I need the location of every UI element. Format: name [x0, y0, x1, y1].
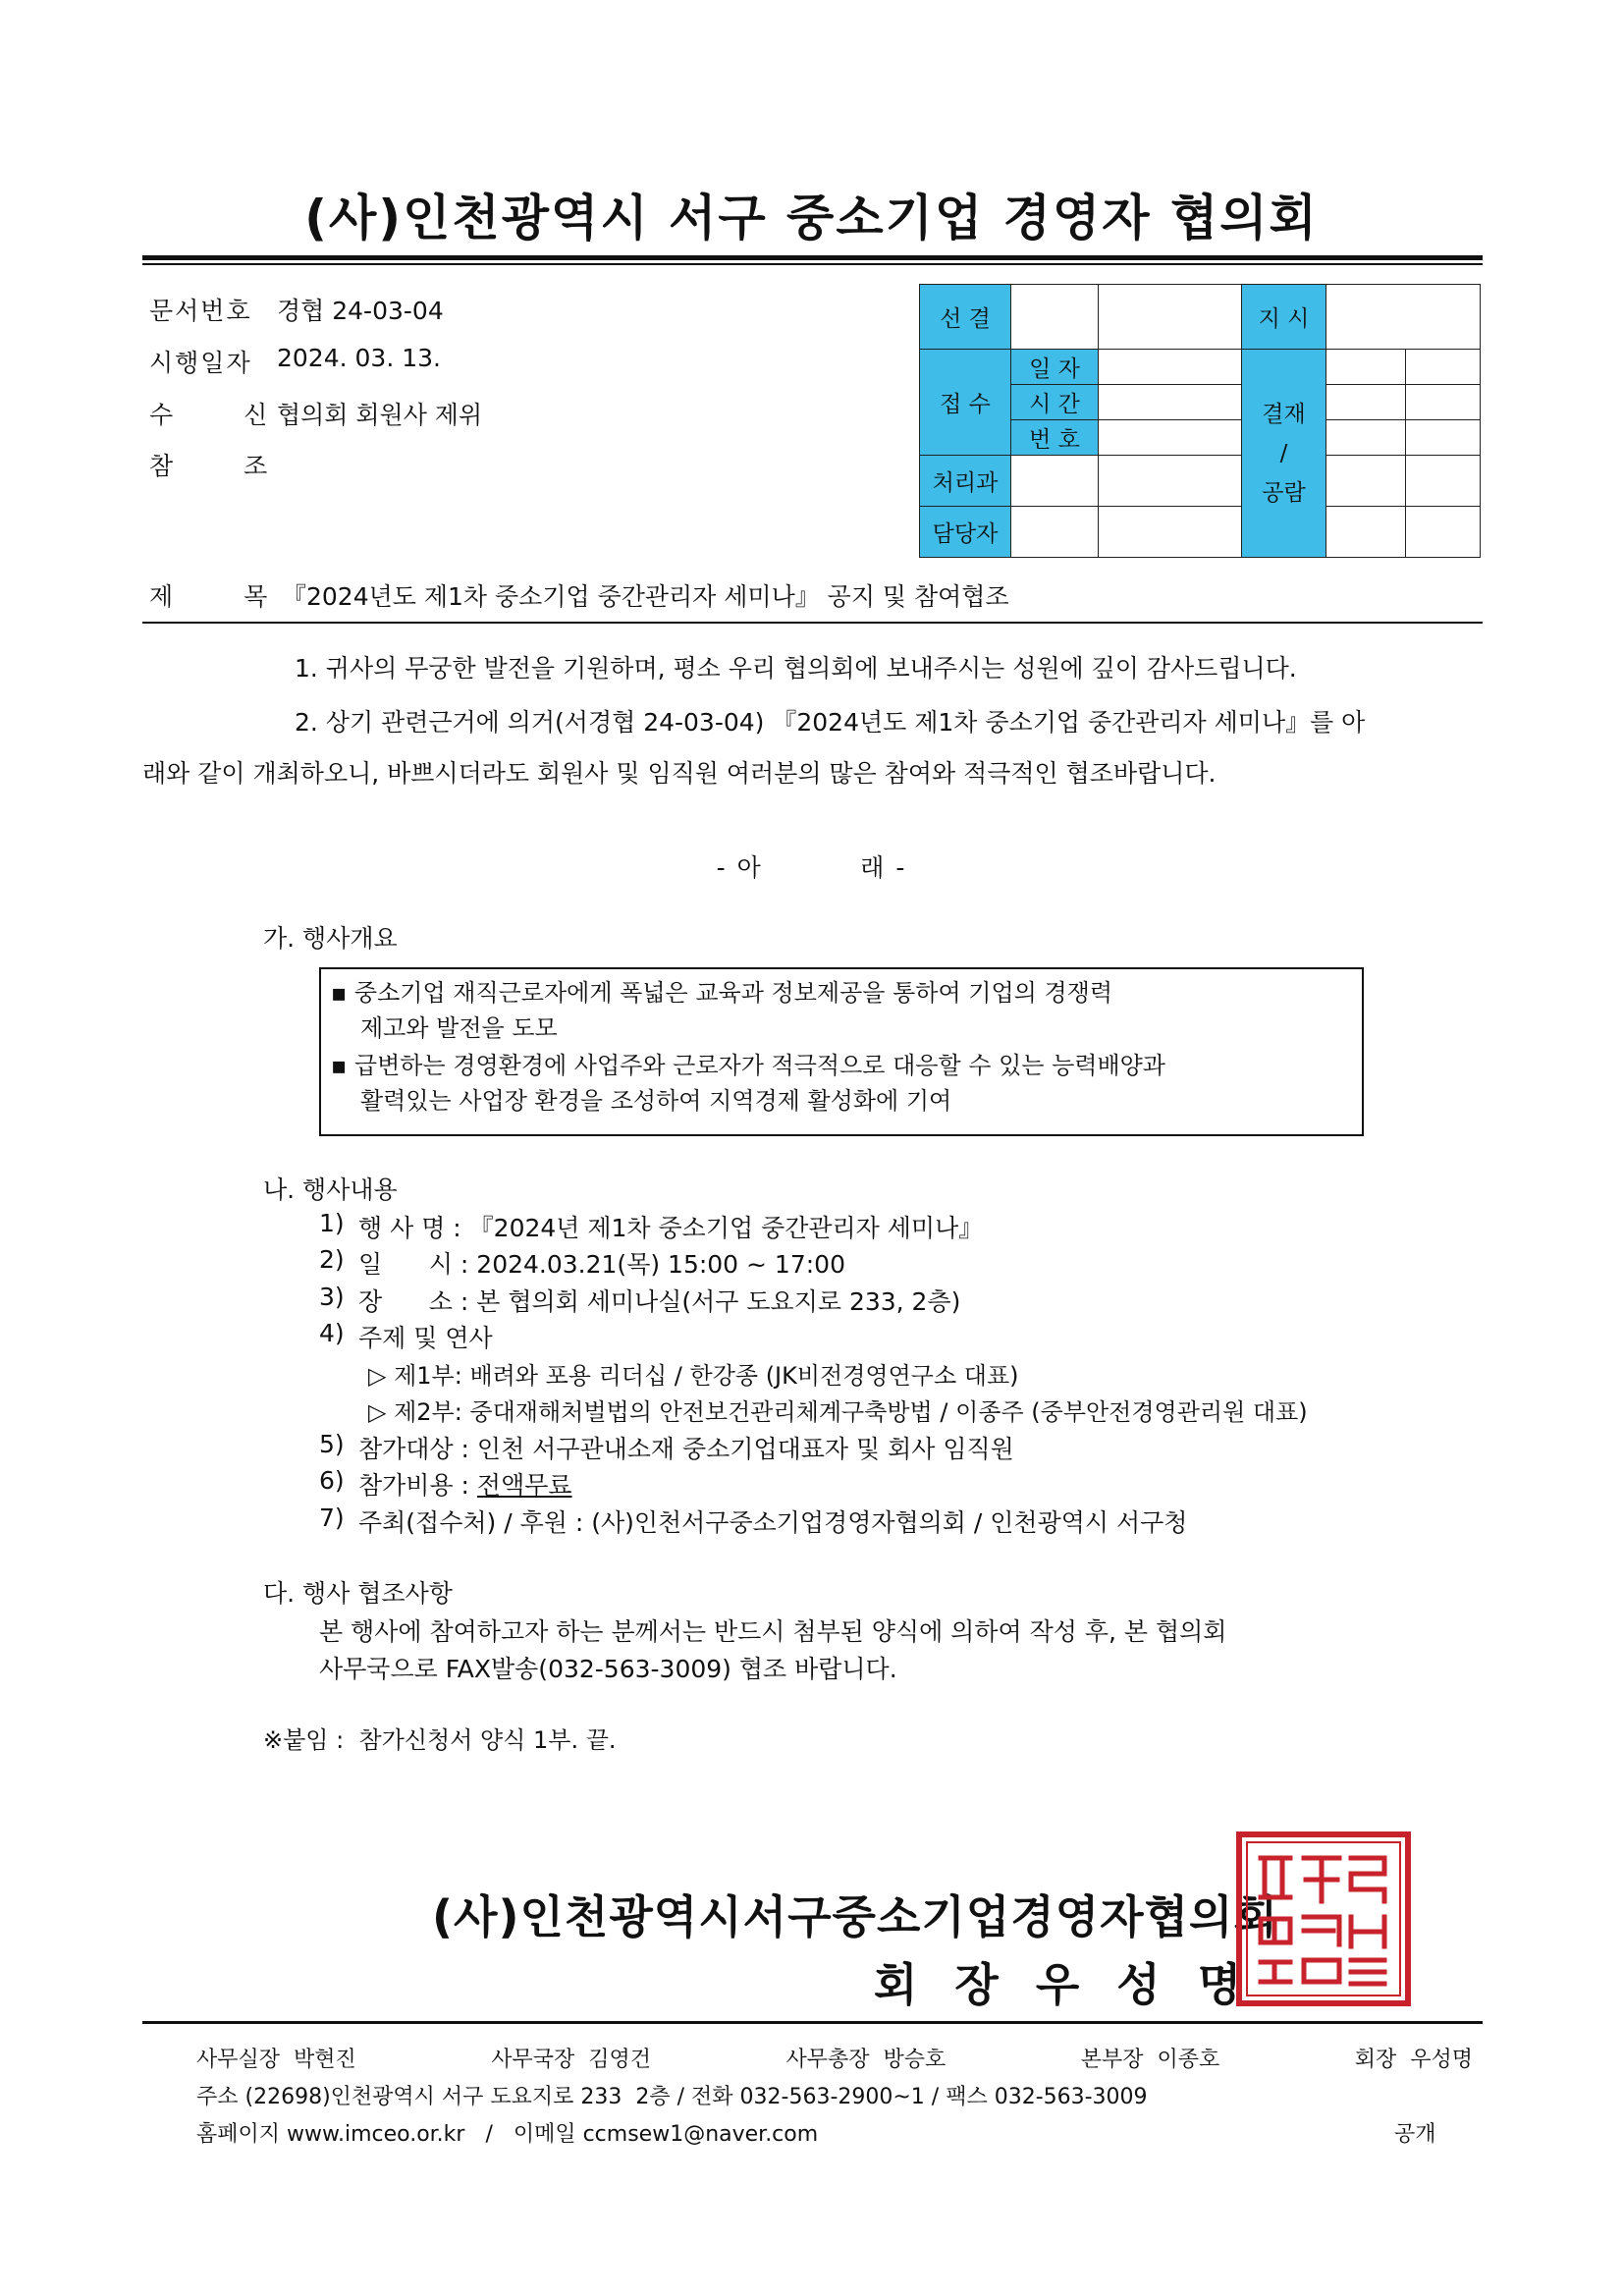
fee-free-label: 전액무료 — [476, 1471, 572, 1500]
sender-organization: (사)인천광역시서구중소기업경영자협의회 — [432, 1890, 1278, 1943]
staff-row — [196, 2043, 1473, 2073]
overview-line: ▪ 급변하는 경영환경에 사업주와 근로자가 적극적으로 대응할 수 있는 능력배양과 — [331, 1052, 1165, 1079]
list-item: 3) 장 소 : 본 협의회 세미나실(서구 도요지로 233, 2층) — [319, 1283, 961, 1316]
cooperation-line: 본 행사에 참여하고자 하는 분께서는 반드시 첨부된 양식에 의하여 작성 후, 본 협의회 — [319, 1617, 1227, 1646]
meta-label: 시행일자 — [149, 349, 252, 377]
meta-value: 협의회 회원사 제위 — [277, 401, 483, 429]
paragraph-1: 1. 귀사의 무궁한 발전을 기원하며, 평소 우리 협의회에 보내주시는 성원에 깊이 감사드립니다. — [295, 654, 1297, 683]
title-rule-thin — [142, 263, 1483, 265]
section-heading-da: 다. 행사 협조사항 — [263, 1579, 453, 1608]
staff-item: 사무총장 방승호 — [785, 2048, 947, 2072]
subject-label: 제 목 — [149, 582, 270, 611]
title-rule-thick — [142, 255, 1483, 260]
meta-value: 2024. 03. 13. — [277, 344, 441, 372]
meta-label: 문서번호 — [149, 297, 252, 325]
subject-value: 『2024년도 제1차 중소기업 중간관리자 세미나』 공지 및 참여협조 — [282, 582, 1009, 611]
meta-label: 참 조 — [149, 452, 270, 480]
meta-label: 수 신 — [149, 401, 270, 429]
approval-label: 담당자 — [920, 507, 1011, 558]
meta-reference — [149, 447, 277, 482]
approval-label: 접 수 — [920, 350, 1011, 456]
overview-line: 제고와 발전을 도모 — [360, 1014, 558, 1042]
footer-address: 주소 (22698)인천광역시 서구 도요지로 233 2층 / 전화 032-563-2900~1 / 팩스 032-563-3009 — [196, 2085, 1148, 2109]
list-item: 6) 참가비용 : 전액무료 — [319, 1466, 572, 1500]
list-item: 2) 일 시 : 2024.03.21(목) 15:00 ~ 17:00 — [319, 1245, 845, 1279]
speaker-item: ▷ 제1부: 배려와 포용 리더십 / 한강종 (JK비전경영연구소 대표) — [368, 1362, 1019, 1390]
subject-rule — [142, 622, 1483, 624]
footer-web: 홈페이지 www.imceo.or.kr / 이메일 ccmsew1@naver.com — [196, 2122, 819, 2147]
overview-box — [319, 967, 1364, 1136]
official-seal — [1235, 1831, 1412, 2007]
staff-item: 본부장 이종호 — [1080, 2048, 1220, 2072]
approval-label: 번 호 — [1011, 420, 1099, 456]
sender-president: 회장우성명 — [874, 1958, 1279, 2011]
list-item: 4) 주제 및 연사 — [319, 1319, 493, 1352]
section-heading-ga: 가. 행사개요 — [263, 924, 398, 953]
attachment-note: ※붙임 : 참가신청서 양식 1부. 끝. — [263, 1726, 617, 1754]
approval-label: 처리과 — [920, 456, 1011, 507]
staff-item: 회장 우성명 — [1354, 2048, 1473, 2072]
list-item: 5) 참가대상 : 인천 서구관내소재 중소기업대표자 및 회사 임직원 — [319, 1430, 1014, 1463]
meta-doc-number — [149, 292, 444, 327]
meta-exec-date — [149, 344, 441, 379]
subject-row — [149, 577, 1009, 613]
approval-label-gyeoljae: 결재 / 공람 — [1242, 350, 1326, 558]
list-item: 1) 행 사 명 : 『2024년 제1차 중소기업 중간관리자 세미나』 — [319, 1209, 984, 1242]
approval-label: 지 시 — [1242, 285, 1326, 350]
overview-line: 활력있는 사업장 환경을 조성하여 지역경제 활성화에 기여 — [360, 1087, 952, 1115]
approval-label: 일 자 — [1011, 350, 1099, 385]
list-item: 7) 주최(접수처) / 후원 : (사)인천서구중소기업경영자협의회 / 인천광역시 서구청 — [319, 1503, 1188, 1537]
meta-recipient — [149, 396, 482, 431]
speaker-item: ▷ 제2부: 중대재해처벌법의 안전보건관리체계구축방법 / 이종주 (중부안전경영관리원 대표) — [368, 1398, 1308, 1426]
section-heading-na: 나. 행사내용 — [263, 1175, 398, 1204]
meta-value: 경협 24-03-04 — [277, 297, 444, 325]
approval-label: 선 결 — [920, 285, 1011, 350]
overview-line: ▪ 중소기업 재직근로자에게 폭넓은 교육과 정보제공을 통하여 기업의 경쟁력 — [331, 979, 1112, 1007]
staff-item: 사무실장 박현진 — [196, 2048, 356, 2072]
public-tag: 공개 — [1394, 2122, 1436, 2147]
approval-box — [919, 284, 1481, 557]
center-label: - 아 래 - — [716, 853, 907, 882]
paragraph-2: 2. 상기 관련근거에 의거(서경협 24-03-04) 『2024년도 제1차 중소기업 중간관리자 세미나』를 아 — [295, 708, 1366, 737]
paragraph-2-cont: 래와 같이 개최하오니, 바쁘시더라도 회원사 및 임직원 여러분의 많은 참여와 적극적인 협조바랍니다. — [142, 759, 1217, 788]
cooperation-line: 사무국으로 FAX발송(032-563-3009) 협조 바랍니다. — [319, 1655, 897, 1683]
footer-rule — [142, 2021, 1483, 2024]
staff-item: 사무국장 김영건 — [491, 2048, 652, 2072]
approval-label: 시 간 — [1011, 385, 1099, 420]
document-title: (사)인천광역시 서구 중소기업 경영자 협의회 — [304, 190, 1319, 246]
